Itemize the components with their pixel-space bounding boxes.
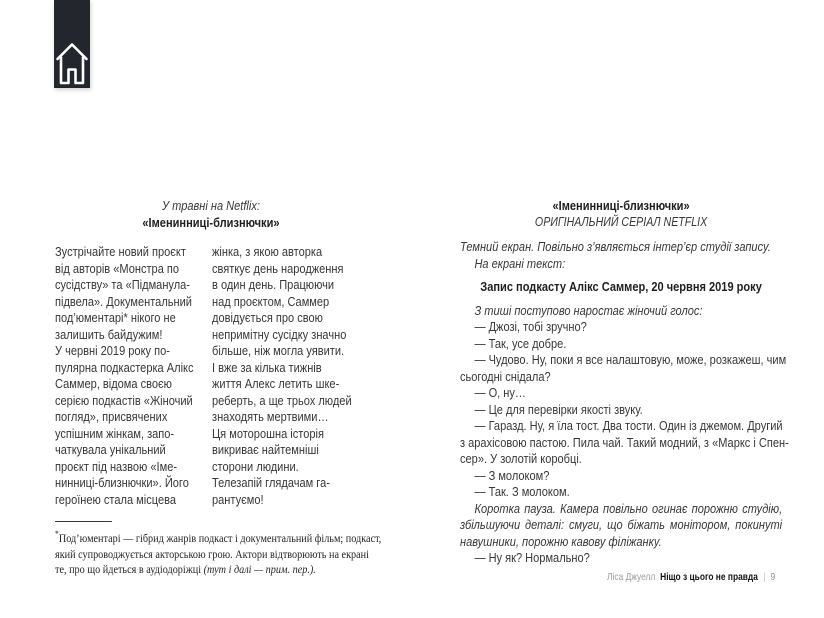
footnote-line: *Под’юментарі — гібрид жанрів подкаст і документальний фільм; подкаст, xyxy=(55,529,382,545)
text-line: — Це для перевірки якості звуку. xyxy=(474,401,643,417)
text-line: — Так, усе добре. xyxy=(474,335,567,351)
text-line: Темний екран. Повільно з’являється інтер’єр студії запису. xyxy=(460,239,771,254)
text-line: героїнею стала місцева xyxy=(55,491,176,507)
text-line: святкує день народження xyxy=(212,260,344,276)
text-line: под’юментарі* нікого не xyxy=(55,310,176,325)
text-line: довідується про свою xyxy=(212,310,323,325)
left-page-column-2 xyxy=(212,244,398,508)
home-button[interactable] xyxy=(54,0,90,88)
text-line: Коротка пауза. Камера повільно огинає порожню студію, xyxy=(474,500,783,516)
footer-page-number: 9 xyxy=(770,571,775,583)
text-line: пулярна подкастерка Алікс xyxy=(55,359,194,375)
footnote-line: те, про що йдеться в аудіодоріжці (тут і далі — прим. пер.). xyxy=(55,562,316,576)
text-line: — О, ну… xyxy=(474,385,526,400)
text-line: викриває найтемніші xyxy=(212,442,319,457)
chapter-subtitle: ОРИГІНАЛЬНИЙ СЕРІАЛ NETFLIX xyxy=(534,215,708,229)
text-line: Саммер, відома своєю xyxy=(55,376,172,391)
chapter-title: «Іменинниці-близнючки» xyxy=(552,198,690,213)
footnote-marker: * xyxy=(55,529,59,539)
right-page xyxy=(460,197,789,567)
text-line: — З молоком? xyxy=(474,467,550,483)
text-line: Запис подкасту Алікс Саммер, 20 червня 2019 року xyxy=(480,279,762,294)
text-line: З тиші поступово наростає жіночий голос: xyxy=(474,302,703,318)
text-line: рантуємо! xyxy=(212,491,264,507)
text-line: сьогодні снідала? xyxy=(460,368,551,384)
text-line: У червні 2019 року по- xyxy=(55,343,170,358)
text-line: нинниці-близнючки». Його xyxy=(55,475,189,490)
text-line: підвела». Документальний xyxy=(55,293,192,309)
text-line: На екрані текст: xyxy=(474,255,566,271)
text-line: сусідству» та «Підманула- xyxy=(55,277,190,292)
footnote xyxy=(55,521,397,578)
text-line: — Гаразд. Ну, я їла тост. Два тости. Один із джемом. Другий xyxy=(474,418,783,433)
footnote-line: який супроводжується акторською грою. Актори відтворюють на екрані xyxy=(55,546,369,561)
text-line: погляд», присвячених xyxy=(55,409,168,424)
footnote-divider xyxy=(55,521,112,522)
footer-separator: | xyxy=(763,571,766,583)
text-line: більше, ніж могла уявити. xyxy=(212,343,345,358)
text-line: Телезапій глядачам га- xyxy=(212,475,330,490)
release-note: У травні на Netflix: xyxy=(161,198,260,213)
text-line: І вже за кілька тижнів xyxy=(212,359,322,375)
text-line: життя Алекс летить шке- xyxy=(212,376,340,391)
text-line: навушники, порожню кавову філіжанку. xyxy=(460,533,662,549)
left-page-header xyxy=(55,197,367,231)
text-line: сторони людини. xyxy=(212,458,299,474)
right-page-text xyxy=(460,239,789,567)
footer-book-title: Ніщо з цього не правда xyxy=(659,571,758,583)
text-line: в один день. Працюючи xyxy=(212,277,335,292)
running-footer xyxy=(607,571,775,583)
text-line: — Чудово. Ну, поки я все налаштовую, може, розкажеш, чим xyxy=(474,352,787,367)
left-page-column-1 xyxy=(55,244,209,508)
text-line: жінка, з якою авторка xyxy=(212,244,323,259)
text-line: реберть, а ще трьох людей xyxy=(212,392,352,408)
text-line: чаткувала унікальний xyxy=(55,442,166,457)
text-line: сер». У золотій коробці. xyxy=(460,451,582,466)
text-line: непримітну сусідку значно xyxy=(212,326,347,342)
home-icon xyxy=(54,35,90,87)
text-line: проєкт під назвою «Іме- xyxy=(55,458,178,474)
text-line: з арахісовою пастою. Пила чай. Такий модний, з «Маркс і Спен- xyxy=(460,434,789,450)
text-line: успішним жінкам, запо- xyxy=(55,425,175,441)
text-line: залишить байдужим! xyxy=(55,326,163,342)
text-line: — Ну як? Нормально? xyxy=(474,550,590,565)
text-line: — Так. З молоком. xyxy=(474,484,570,499)
footer-author: Ліса Джуелл xyxy=(606,571,656,583)
text-line: Зустрічайте новий проєкт xyxy=(55,244,186,259)
show-title: «Іменинниці-близнючки» xyxy=(142,215,280,230)
text-line: серією подкастів «Жіночий xyxy=(55,392,193,408)
text-line: над проєктом, Саммер xyxy=(212,293,330,309)
text-line: збільшуючи деталі: смуги, що біжать монітором, покинуті xyxy=(460,517,783,532)
text-line: знаходять мертвими… xyxy=(212,409,329,424)
text-line: — Джозі, тобі зручно? xyxy=(474,319,587,334)
text-line: від авторів «Монстра по xyxy=(55,260,180,276)
text-line: Ця моторошна історія xyxy=(212,425,324,441)
